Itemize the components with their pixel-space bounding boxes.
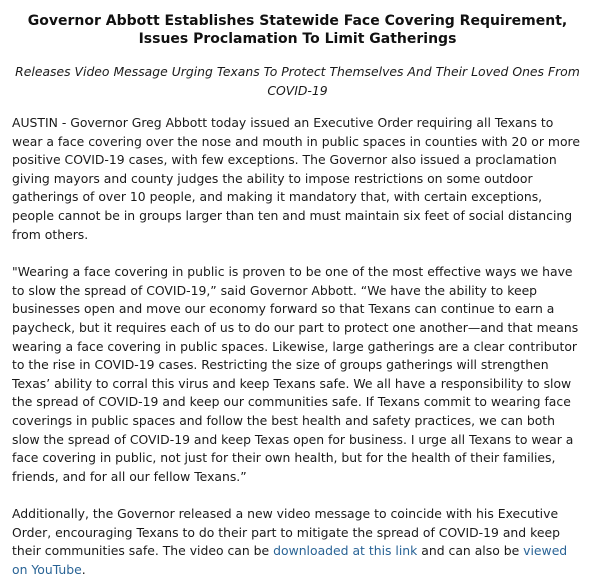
paragraph-intro: AUSTIN - Governor Greg Abbott today issued an Executive Order requiring all Texans to wear a face covering over the nose and mouth in public spaces in counties with 20 or more positive COVID-19 cases, with few exceptions. The Governor also issued a proclamation giving mayors and county judges the ability to impose restrictions on some outdoor gatherings of over 10 people, and making it mandatory that, with certain exceptions, people cannot be in groups larger than ten and must maintain six feet of social distancing from others. bbox=[12, 115, 580, 242]
subheadline: Releases Video Message Urging Texans To Protect Themselves And Their Loved Ones From COVID-19 bbox=[15, 64, 580, 98]
headline: Governor Abbott Establishes Statewide Face Covering Requirement, Issues Proclamation To Limit Gatherings bbox=[27, 13, 568, 47]
download-video-link[interactable]: downloaded at this link bbox=[273, 543, 418, 559]
paragraph-quote: "Wearing a face covering in public is proven to be one of the most effective ways we have to slow the spread of COVID-19,” said Governor Abbott. “We have the ability to keep businesses open and move our economy forward so that Texans can continue to earn a paycheck, but it requires each of us to do our part to protect one another—and that means wearing a face covering in public spaces. Likewise, large gatherings are a clear contributor to the rise in COVID-19 cases. Restricting the size of groups gatherings will strengthen Texas’ ability to corral this virus and keep Texans safe. We all have a responsibility to slow the spread of COVID-19 and keep our communities safe. If Texans commit to wearing face coverings in public spaces and follow the best health and safety practices, we can both slow the spread of COVID-19 and keep Texas open for business. I urge all Texans to wear a face covering in public, not just for their own health, but for the health of their families, friends, and for all our fellow Texans.” bbox=[12, 264, 579, 484]
paragraph-video bbox=[12, 505, 583, 579]
paragraph-video-text-3: . bbox=[81, 562, 86, 578]
paragraph-video-text-1: Additionally, the Governor released a new video message to coincide with his Executive Order, encouraging Texans to do their part to mitigate the spread of COVID-19 and keep their communities safe. The video can be bbox=[12, 506, 560, 559]
youtube-video-link[interactable]: viewed on YouTube bbox=[12, 543, 568, 578]
paragraph-video-text-2: and can also be bbox=[417, 543, 524, 559]
